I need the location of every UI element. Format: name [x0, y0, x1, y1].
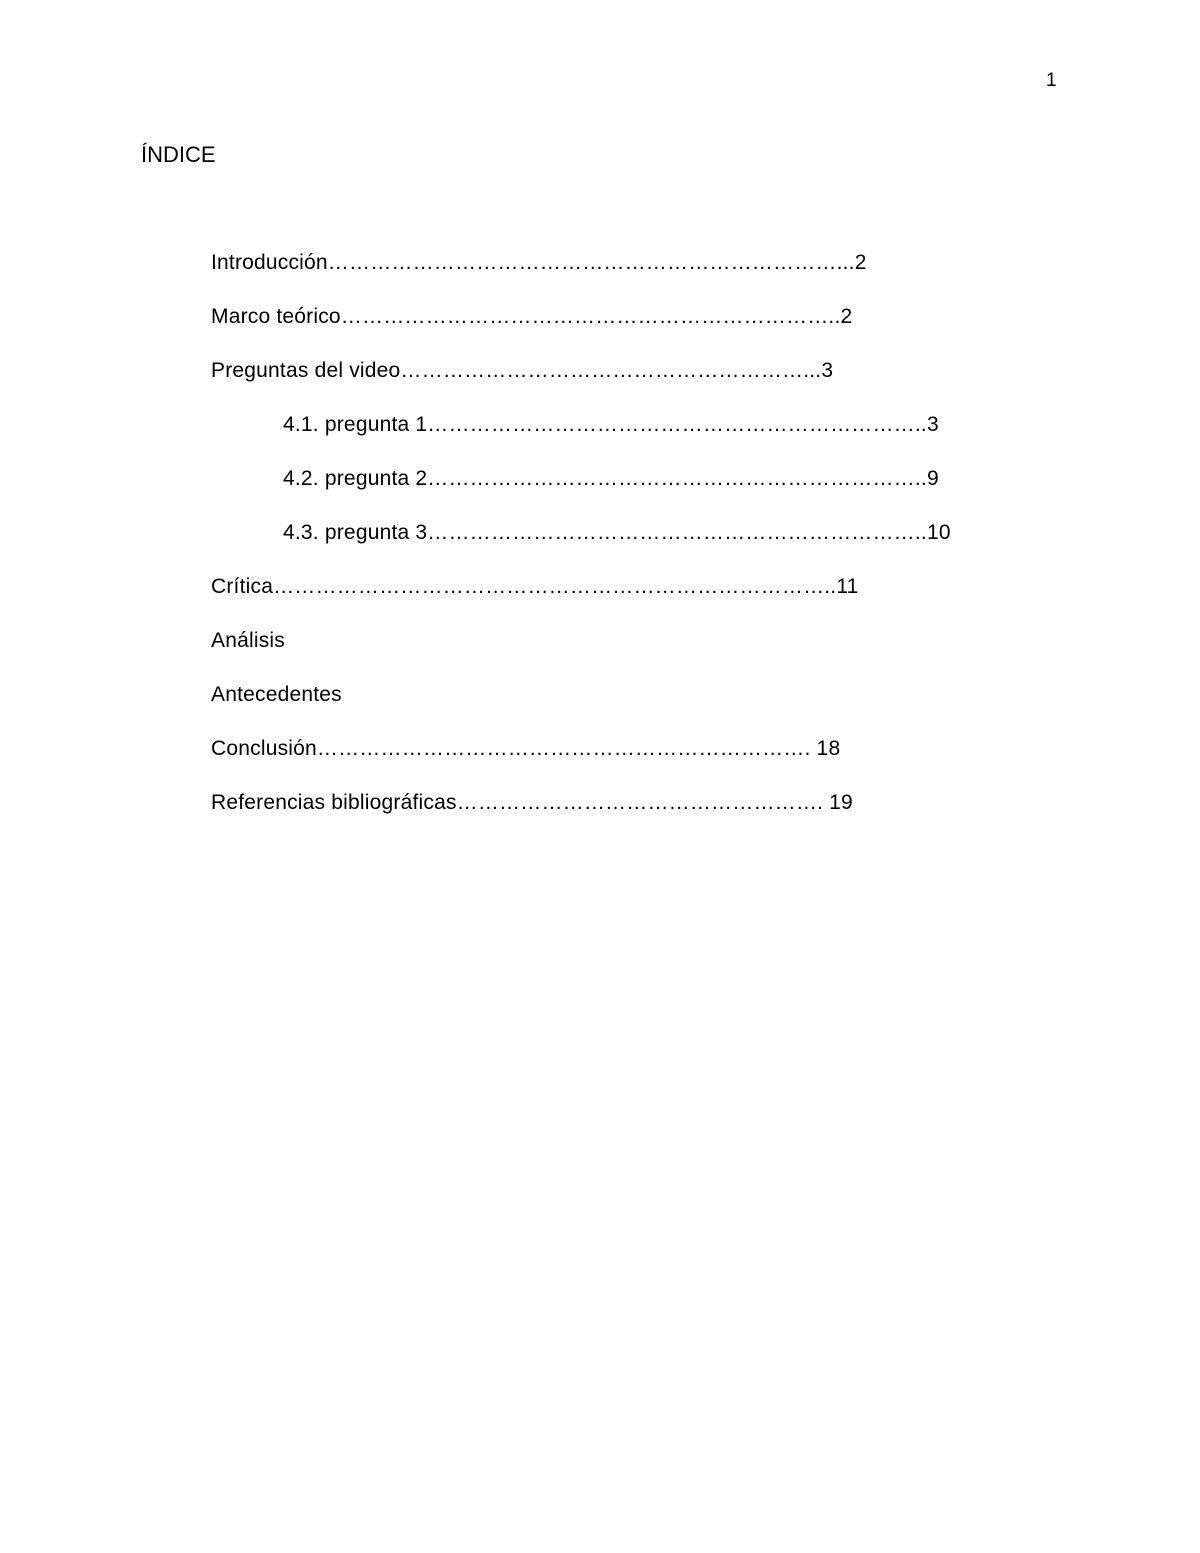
toc-entry-introduccion: Introducción………………………………………………………………...2	[211, 251, 867, 274]
toc-entry-conclusion: Conclusión……………………………………………………………. 18	[211, 737, 841, 760]
toc-entry-critica: Crítica……………………………………………………………………..11	[211, 575, 859, 598]
toc-entry-preguntas-del-video: Preguntas del video…………………………………………………...3	[211, 359, 834, 382]
toc-entry-analisis: Análisis	[211, 629, 285, 652]
toc-entry-pregunta-2: 4.2. pregunta 2……………………………………………………………..9	[283, 467, 939, 490]
toc-entry-referencias: Referencias bibliográficas……………………………………………. 19	[211, 791, 853, 814]
toc-entry-pregunta-1: 4.1. pregunta 1……………………………………………………………..3	[283, 413, 939, 436]
page-title: ÍNDICE	[141, 142, 216, 167]
toc-entry-marco-teorico: Marco teórico……………………………………………………………..2	[211, 305, 853, 328]
page-number: 1	[1046, 70, 1057, 91]
toc-entry-pregunta-3: 4.3. pregunta 3……………………………………………………………..10	[283, 521, 951, 544]
toc-entry-antecedentes: Antecedentes	[211, 683, 342, 706]
